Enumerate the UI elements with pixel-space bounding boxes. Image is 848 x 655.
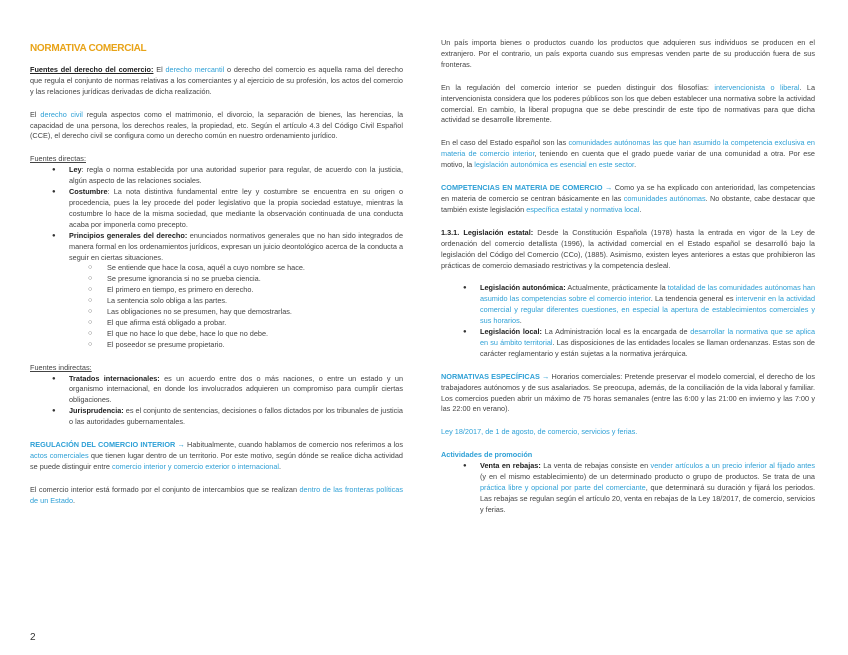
link-especifica-estatal[interactable]: específica estatal y normativa local <box>526 204 640 214</box>
section-title: NORMATIVA COMERCIAL <box>30 43 147 54</box>
paragraph-competencias <box>441 183 815 216</box>
sub-list-item: ○ Se presume ignorancia si no se prueba ciencia. <box>69 274 403 285</box>
sub-list-item: ○ La sentencia solo obliga a las partes. <box>69 296 403 307</box>
item-label: Tratados internacionales: <box>69 373 160 383</box>
list-item <box>441 461 815 516</box>
paragraph-filosofias <box>441 83 815 127</box>
page-number: 2 <box>30 632 36 643</box>
sub-list-item: ○ El que afirma está obligado a probar. <box>69 318 403 329</box>
direct-sources-heading: Fuentes directas: <box>30 154 86 164</box>
text: . <box>73 495 76 505</box>
text: , que determinará su duración y fijará los periodos. Las rebajas se regulan según el artículo 20, venta en rebajas de la Ley 18/2017, de comercio, servicios y ferias. <box>480 483 815 514</box>
list-item <box>441 327 815 360</box>
item-label: Venta en rebajas: <box>480 461 541 471</box>
item-text: es un acuerdo entre dos o más naciones, o entre un estado y un organismo internacional, en donde los involucrados adquieren un compromiso para cumplir ciertas obligaciones. <box>69 373 404 405</box>
sub-list-item: ○ El poseedor se presume propietario. <box>69 340 403 351</box>
promocion-heading: Actividades de promoción <box>441 450 533 460</box>
text: . La intervencionista considera que los poderes públicos son los que deben establecer una normativa sobre la actividad comercial. En cambio, la liberal propugna que se debe prescindir de este tipo de normativas para que dicha actividad se desarrolle libremente. <box>441 82 816 125</box>
link-fronteras[interactable]: dentro de las fronteras políticas de un Estado <box>30 484 403 505</box>
link-legislacion-autonomica[interactable]: legislación autonómica es esencial en este sector <box>474 160 635 170</box>
text: . <box>634 160 637 170</box>
item-text: : La nota distintiva fundamental entre ley y costumbre se encuentra en su origen o procedencia, pues la ley procede del poder legislativo que la propia sociedad estatuye, mientras la costumbre lo hace de la misma sociedad, que mediante la observación continuada de una conducta acaba por imponerla como precepto. <box>69 187 403 229</box>
sub-list-item: ○ Las obligaciones no se presumen, hay que demostrarlas. <box>69 307 403 318</box>
item-label: Jurisprudencia: <box>69 406 124 416</box>
link-totalidad[interactable]: totalidad de las comunidades autónomas han asumido las competencias sobre el comercio interior <box>480 283 815 304</box>
sub-list-item: ○ Se entiende que hace la cosa, aquél a cuyo nombre se hace. <box>69 263 403 274</box>
promocion-list <box>441 461 815 516</box>
link-ley-18-2017[interactable]: Ley 18/2017, de 1 de agosto, de comercio, servicios y ferias. <box>441 427 638 437</box>
text: Habitualmente, cuando hablamos de comercio nos referimos a los <box>184 440 403 450</box>
item-text: : regla o norma establecida por una autoridad superior para regular, de acuerdo con la justicia, algún aspecto de las relaciones sociales. <box>69 165 403 186</box>
link-comunidades[interactable]: comunidades autónomas <box>623 193 706 203</box>
text: que tienen lugar dentro de un territorio. Por este motivo, según dónde se realice dicha actividad se puede distinguir entre <box>30 451 403 471</box>
text: El <box>153 64 166 74</box>
text: Desde la Constitución Española (1978) hasta la entrada en vigor de la Ley de ordenación del comercio detallista (1996), la actividad comercial en el Estado español se desarrolló bajo la legislación del Código del Comercio (CCo), (1885). Asimismo, existen leyes anteriores a estas que prohibieron las prácticas de comercio demasiado restrictivas y la competencia desleal. <box>441 227 815 270</box>
link-comercio-interior-exterior[interactable]: comercio interior y comercio exterior o internacional <box>111 461 280 471</box>
link-comunidades-autonomas[interactable]: comunidades autónomas las que han asumido la competencia exclusiva en materia de comercio interior <box>441 138 815 159</box>
text: , teniendo en cuenta que el grado puede variar de una comunidad a otra. Por ese motivo, la <box>441 149 815 170</box>
text: regula aspectos como el matrimonio, el divorcio, la separación de bienes, las herencias, la capacidad de una persona, los derechos reales, la propiedad, etc. Según el artículo 4.3 del Código Civil Español (CCE), el derecho civil se configura como un derecho común en nuestro ordenamiento jurídico. <box>30 109 404 141</box>
item-label: Principios generales del derecho: <box>69 230 188 240</box>
text: . La tendencia general es <box>650 294 736 304</box>
paragraph-sources-intro <box>30 65 403 98</box>
sub-list-item: ○ El que no hace lo que debe, hace lo que no debe. <box>69 329 403 340</box>
paragraph-especificas <box>441 372 815 416</box>
legislation-list <box>441 283 815 359</box>
link-derecho-mercantil[interactable]: derecho mercantil <box>165 64 225 74</box>
text: . Las disposiciones de las entidades locales se llaman ordenanzas. Estas son de carácter reglamentario y están sujetas a la normativa jerárquica. <box>480 337 815 358</box>
link-derecho-civil[interactable]: derecho civil <box>40 109 83 119</box>
paragraph-estado-espanol <box>441 138 815 171</box>
paragraph-import-export: Un país importa bienes o productos cuando los productos que adquieren sus individuos se producen en el extranjero. Por el contrario, un país exporta cuando sus empresas venden parte de su producción fuera de sus fronteras. <box>441 38 815 69</box>
list-item <box>30 165 403 187</box>
text: . No obstante, cabe destacar que también existe legislación <box>441 193 815 214</box>
sub-list-item: ○ El primero en tiempo, es primero en derecho. <box>69 285 403 296</box>
regulacion-heading: REGULACIÓN DEL COMERCIO INTERIOR → <box>30 440 185 450</box>
left-column <box>30 38 403 519</box>
item-label: Legislación autonómica: <box>480 283 566 293</box>
direct-sources-list <box>30 165 403 350</box>
list-item <box>30 374 403 407</box>
indirect-sources-heading: Fuentes indirectas: <box>30 362 92 372</box>
right-column <box>441 38 815 528</box>
paragraph-regulacion <box>30 440 403 473</box>
text: . <box>639 204 642 214</box>
especificas-heading: NORMATIVAS ESPECÍFICAS → <box>441 371 550 381</box>
text: En el caso del Estado español son las <box>441 138 569 148</box>
link-actos-comerciales[interactable]: actos comerciales <box>30 451 89 460</box>
text: Horarios comerciales: Pretende preservar el modelo comercial, el derecho de los trabajadores autónomos y de sus asalariados. Se preocupa, además, de la conciliación de la vida laboral y familiar. Los comercios pueden abrir un máximo de 75 horas semanales (entre las 6:00 y las 21:00 en invierno y las 7:00 y las 22:00 en verano). <box>441 371 815 414</box>
text: El comercio interior está formado por el conjunto de intercambios que se realizan <box>30 484 300 494</box>
indirect-sources-list <box>30 374 403 429</box>
link-desarrollar-normativa[interactable]: desarrollar la normativa que se aplica en su ámbito territorial <box>480 327 816 347</box>
principles-list <box>69 263 403 350</box>
competencias-heading: COMPETENCIAS EN MATERIA DE COMERCIO → <box>441 183 613 193</box>
text: . <box>519 316 522 326</box>
link-practica-libre[interactable]: práctica libre y opcional por parte del comerciante <box>480 483 646 492</box>
text: Como ya se ha explicado con anterioridad, las competencias en materia de comercio se centran básicamente en las <box>441 183 815 203</box>
text: La venta de rebajas consiste en <box>540 461 651 471</box>
link-intervencionista[interactable]: intervencionista o liberal <box>714 82 800 92</box>
text: o derecho del comercio es aquella rama del derecho que regula el conjunto de normas relativas a los comerciantes y al ejercicio de su profesión, los actos del comercio y las relaciones jurídicas derivadas de dicha realización. <box>30 64 404 96</box>
paragraph-interior <box>30 485 403 507</box>
link-intervenir[interactable]: intervenir en la actividad comercial y regular diferentes cuestiones, en especial la apertura de establecimientos comerciales y sus horarios <box>480 294 816 326</box>
list-item <box>30 187 403 231</box>
text: Actualmente, prácticamente la <box>565 283 668 293</box>
text: . <box>279 461 282 471</box>
text: La Administración local es la encargada de <box>541 327 691 337</box>
item-text: es el conjunto de sentencias, decisiones o fallos dictados por los tribunales de justicia o las autoridades gubernamentales. <box>69 406 403 427</box>
item-text: enunciados normativos generales que no han sido integrados de manera formal en los ordenamientos jurídicos, expresan un juicio deontológico acerca de la conducta a seguir en ciertas situaciones. <box>69 230 403 262</box>
sources-label: Fuentes del derecho del comercio: <box>30 64 154 74</box>
text: En la regulación del comercio interior se pueden distinguir dos filosofías: <box>441 82 715 92</box>
list-item <box>30 406 403 428</box>
paragraph-civil <box>30 110 403 143</box>
paragraph-legislacion-estatal <box>441 228 815 272</box>
list-item <box>30 231 403 351</box>
item-label: Legislación local: <box>480 327 542 337</box>
text: El <box>30 109 41 119</box>
text: (y en el mismo establecimiento) de un determinado producto o grupo de productos. Se trata de una <box>480 472 815 482</box>
item-label: Costumbre <box>69 187 108 197</box>
item-label: Ley <box>69 165 82 175</box>
estatal-label: 1.3.1. Legislación estatal: <box>441 227 534 237</box>
list-item <box>441 283 815 327</box>
link-vender-articulos[interactable]: vender artículos a un precio inferior al fijado antes <box>650 461 816 471</box>
